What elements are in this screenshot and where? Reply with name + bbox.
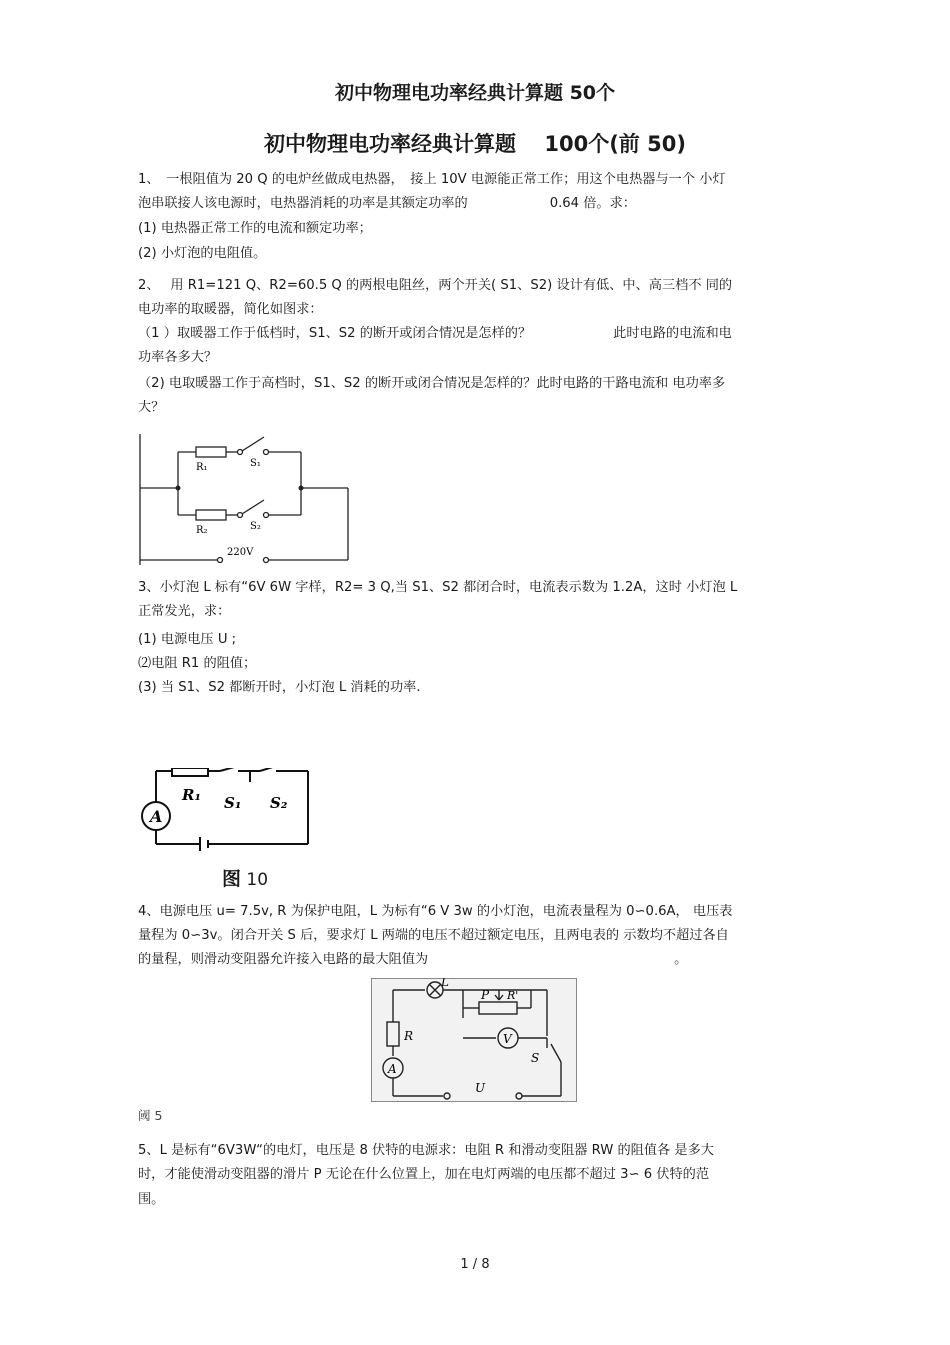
q3-circuit-diagram: [136, 768, 316, 864]
q4-line-3-end: 。: [674, 952, 688, 967]
q2-fig-s1-label: S₁: [250, 458, 261, 469]
q4-figure-caption: 阈 5: [138, 1108, 163, 1123]
q3-fig-s2-label: S₂: [270, 794, 288, 812]
q4-fig-resistor-label: R: [404, 1029, 414, 1043]
q2-line-4: 功率各多大？: [138, 350, 218, 365]
q3-caption-prefix: 图: [222, 868, 242, 890]
q2-circuit-diagram: [138, 432, 353, 571]
q3-fig-ammeter-label: A: [150, 807, 163, 826]
q4-line-3-text: 的量程，则滑动变阻器允许接入电路的最大阻值为: [138, 952, 429, 967]
q4-fig-voltmeter-label: V: [503, 1032, 512, 1046]
q3-fig-s1-label: S₁: [224, 794, 242, 812]
q2-line-3-text: （1 ）取暖器工作于低档时，S1、S2 的断开或闭合情况是怎样的？: [138, 326, 532, 341]
q4-fig-ammeter-label: A: [388, 1062, 397, 1076]
q2-line-2: 电功率的取暖器，简化如图求：: [138, 302, 323, 317]
q3-line-3: (1) 电源电压 U ;: [138, 632, 237, 647]
q4-fig-rheostat-label: R': [507, 989, 519, 1002]
q4-line-2: 量程为 0∽3v。闭合开关 S 后，要求灯 L 两端的电压不超过额定电压，且两电表的 示数均不超过各自: [138, 928, 729, 943]
document-title: 初中物理电功率经典计算题 50个: [334, 82, 616, 104]
q2-line-3-tail: 此时电路的电流和电: [613, 326, 732, 341]
q2-fig-r1-label: R₁: [196, 462, 208, 473]
q4-line-3: [138, 950, 687, 970]
q1-line-3: (1) 电热器正常工作的电流和额定功率；: [138, 221, 372, 236]
q4-fig-source-label: U: [475, 1081, 486, 1095]
q1-line-2: [138, 194, 636, 214]
q1-line-2-ratio: 0.64 倍。求：: [549, 196, 636, 211]
q2-fig-s2-label: S₂: [250, 521, 261, 532]
page-number: 1 / 8: [460, 1257, 490, 1272]
q4-fig-lamp-label: L: [441, 978, 449, 989]
q3-line-4: ⑵电阻 R1 的阻值；: [138, 656, 257, 671]
q3-line-1: 3、小灯泡 L 标有“6V 6W 字样，R2= 3 Q,当 S1、S2 都闭合时，电流表示数为 1.2A，这时 小灯泡 L: [138, 580, 738, 595]
q1-line-4: (2) 小灯泡的电阻值。: [138, 246, 267, 261]
q5-line-3: 围。: [138, 1192, 165, 1207]
q2-fig-source-label: 220V: [227, 547, 254, 558]
q2-fig-r2-label: R₂: [196, 525, 208, 536]
q3-line-5: (3) 当 S1、S2 都断开时，小灯泡 L 消耗的功率.: [138, 680, 421, 695]
q3-figure-caption: [222, 864, 268, 891]
q3-caption-number: 10: [241, 870, 269, 890]
q4-fig-switch-label: S: [531, 1051, 540, 1065]
q1-line-2-text: 泡串联接人该电源时，电热器消耗的功率是其额定功率的: [138, 196, 468, 211]
q2-line-5: （2) 电取暖器工作于高档时，S1、S2 的断开或闭合情况是怎样的？此时电路的干路电流和 电功率多: [138, 376, 726, 391]
q1-line-1: 1、 一根阻值为 20 Q 的电炉丝做成电热器， 接上 10V 电源能正常工作；用这个电热器与一个 小灯: [138, 172, 726, 187]
q4-line-1: 4、电源电压 u= 7.5v, R 为保护电阻，L 为标有“6 V 3w 的小灯泡，电流表量程为 0∽0.6A， 电压表: [138, 904, 733, 919]
q3-line-2: 正常发光，求：: [138, 604, 231, 619]
q2-line-3: [138, 324, 732, 344]
q5-line-1: 5、L 是标有“6V3W“的电灯，电压是 8 伏特的电源求：电阻 R 和滑动变阻器 RW 的阻值各 是多大: [138, 1143, 714, 1158]
q2-line-6: 大？: [138, 400, 165, 415]
q4-circuit-diagram: [371, 978, 577, 1106]
q4-fig-slider-label: P: [481, 988, 490, 1002]
q2-line-1: 2、 用 R1=121 Q、R2=60.5 Q 的两根电阻丝，两个开关( S1、S2) 设计有低、中、高三档不 同的: [138, 278, 733, 293]
q5-line-2: 时，才能使滑动变阻器的滑片 P 无论在什么位置上，加在电灯两端的电压都不超过 3∽ 6 伏特的范: [138, 1167, 710, 1182]
document-subtitle: 初中物理电功率经典计算题 100个(前 50): [264, 132, 686, 156]
q3-fig-r1-label: R₁: [182, 786, 202, 804]
